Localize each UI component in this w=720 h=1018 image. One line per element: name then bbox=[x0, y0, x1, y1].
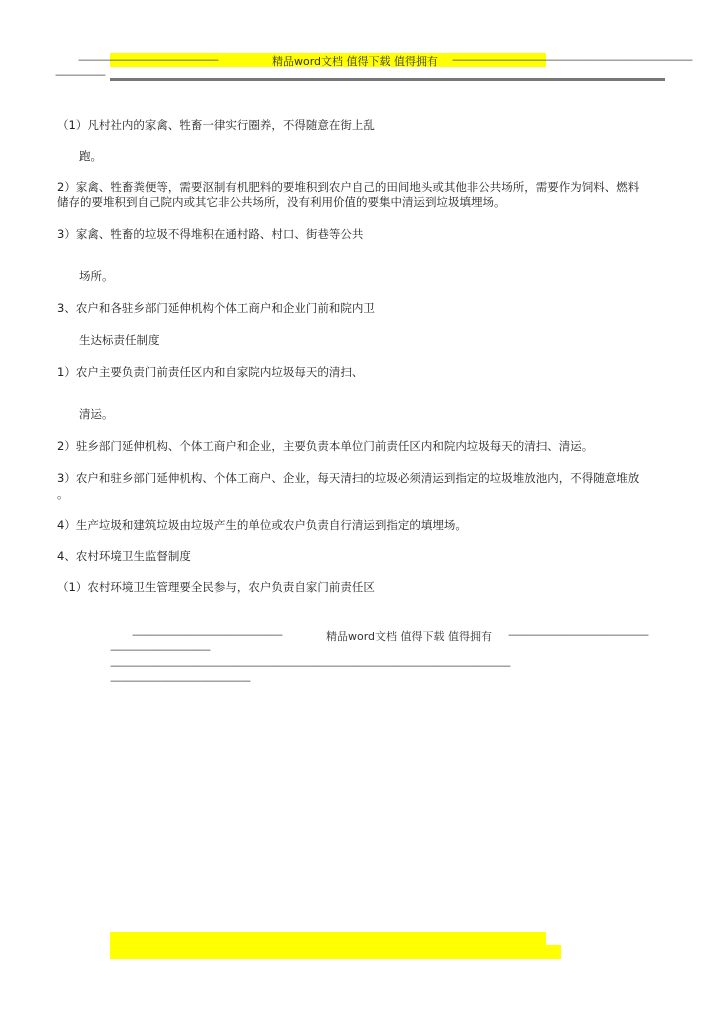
header-left-dashes: —————————————— bbox=[78, 53, 218, 66]
header-right-dashes: ———————————————————————— bbox=[452, 53, 692, 66]
footer-text: 精品word文档 值得下载 值得拥有 bbox=[326, 630, 493, 643]
header-text: 精品word文档 值得下载 值得拥有 bbox=[272, 55, 439, 68]
paragraph-line: 1）农户主要负责门前责任区内和自家院内垃圾每天的清扫、 bbox=[57, 365, 364, 379]
footer-dash-line: ———————————————————————————————————————— bbox=[110, 659, 510, 672]
paragraph-line: 场所。 bbox=[79, 269, 114, 283]
paragraph-line: 2）驻乡部门延伸机构、个体工商户和企业，主要负责本单位门前责任区内和院内垃圾每天的清扫、清运。 bbox=[57, 439, 594, 453]
footer-wrap-dashes: —————————— bbox=[110, 643, 210, 656]
paragraph-line: 4、农村环境卫生监督制度 bbox=[57, 549, 191, 563]
paragraph-line: 清运。 bbox=[79, 407, 114, 421]
paragraph-line: （1）凡村社内的家禽、牲畜一律实行圈养，不得随意在街上乱 bbox=[57, 118, 375, 132]
paragraph-line: （1）农村环境卫生管理要全民参与，农户负责自家门前责任区 bbox=[57, 580, 375, 594]
paragraph-line: 3、农户和各驻乡部门延伸机构个体工商户和企业门前和院内卫 bbox=[57, 301, 375, 315]
header-wrap-dashes: ————— bbox=[55, 68, 105, 81]
footer-dash-line: —————————————— bbox=[110, 674, 250, 687]
header-rule bbox=[110, 78, 665, 81]
footer-right-dashes: —————————————— bbox=[508, 628, 648, 641]
footer-highlight bbox=[110, 945, 561, 959]
footer-highlight bbox=[110, 932, 546, 946]
paragraph-line: 2）家禽、牲畜粪便等，需要沤制有机肥料的要堆积到农户自己的田间地头或其他非公共场所，需要作为饲料、燃料 bbox=[57, 180, 640, 194]
paragraph-line: 3）农户和驻乡部门延伸机构、个体工商户、企业，每天清扫的垃圾必须清运到指定的垃圾堆放池内，不得随意堆放 bbox=[57, 471, 640, 485]
paragraph-line: 生达标责任制度 bbox=[79, 333, 160, 347]
paragraph-line: 。 bbox=[57, 487, 69, 501]
paragraph-line: 跑。 bbox=[79, 149, 102, 163]
paragraph-line: 3）家禽、牲畜的垃圾不得堆积在通村路、村口、街巷等公共 bbox=[57, 227, 364, 241]
footer-left-dashes: ——————————————— bbox=[132, 628, 282, 641]
paragraph-line: 储存的要堆积到自己院内或其它非公共场所，没有利用价值的要集中清运到垃圾填埋场。 bbox=[57, 195, 506, 209]
paragraph-line: 4）生产垃圾和建筑垃圾由垃圾产生的单位或农户负责自行清运到指定的填埋场。 bbox=[57, 518, 467, 532]
